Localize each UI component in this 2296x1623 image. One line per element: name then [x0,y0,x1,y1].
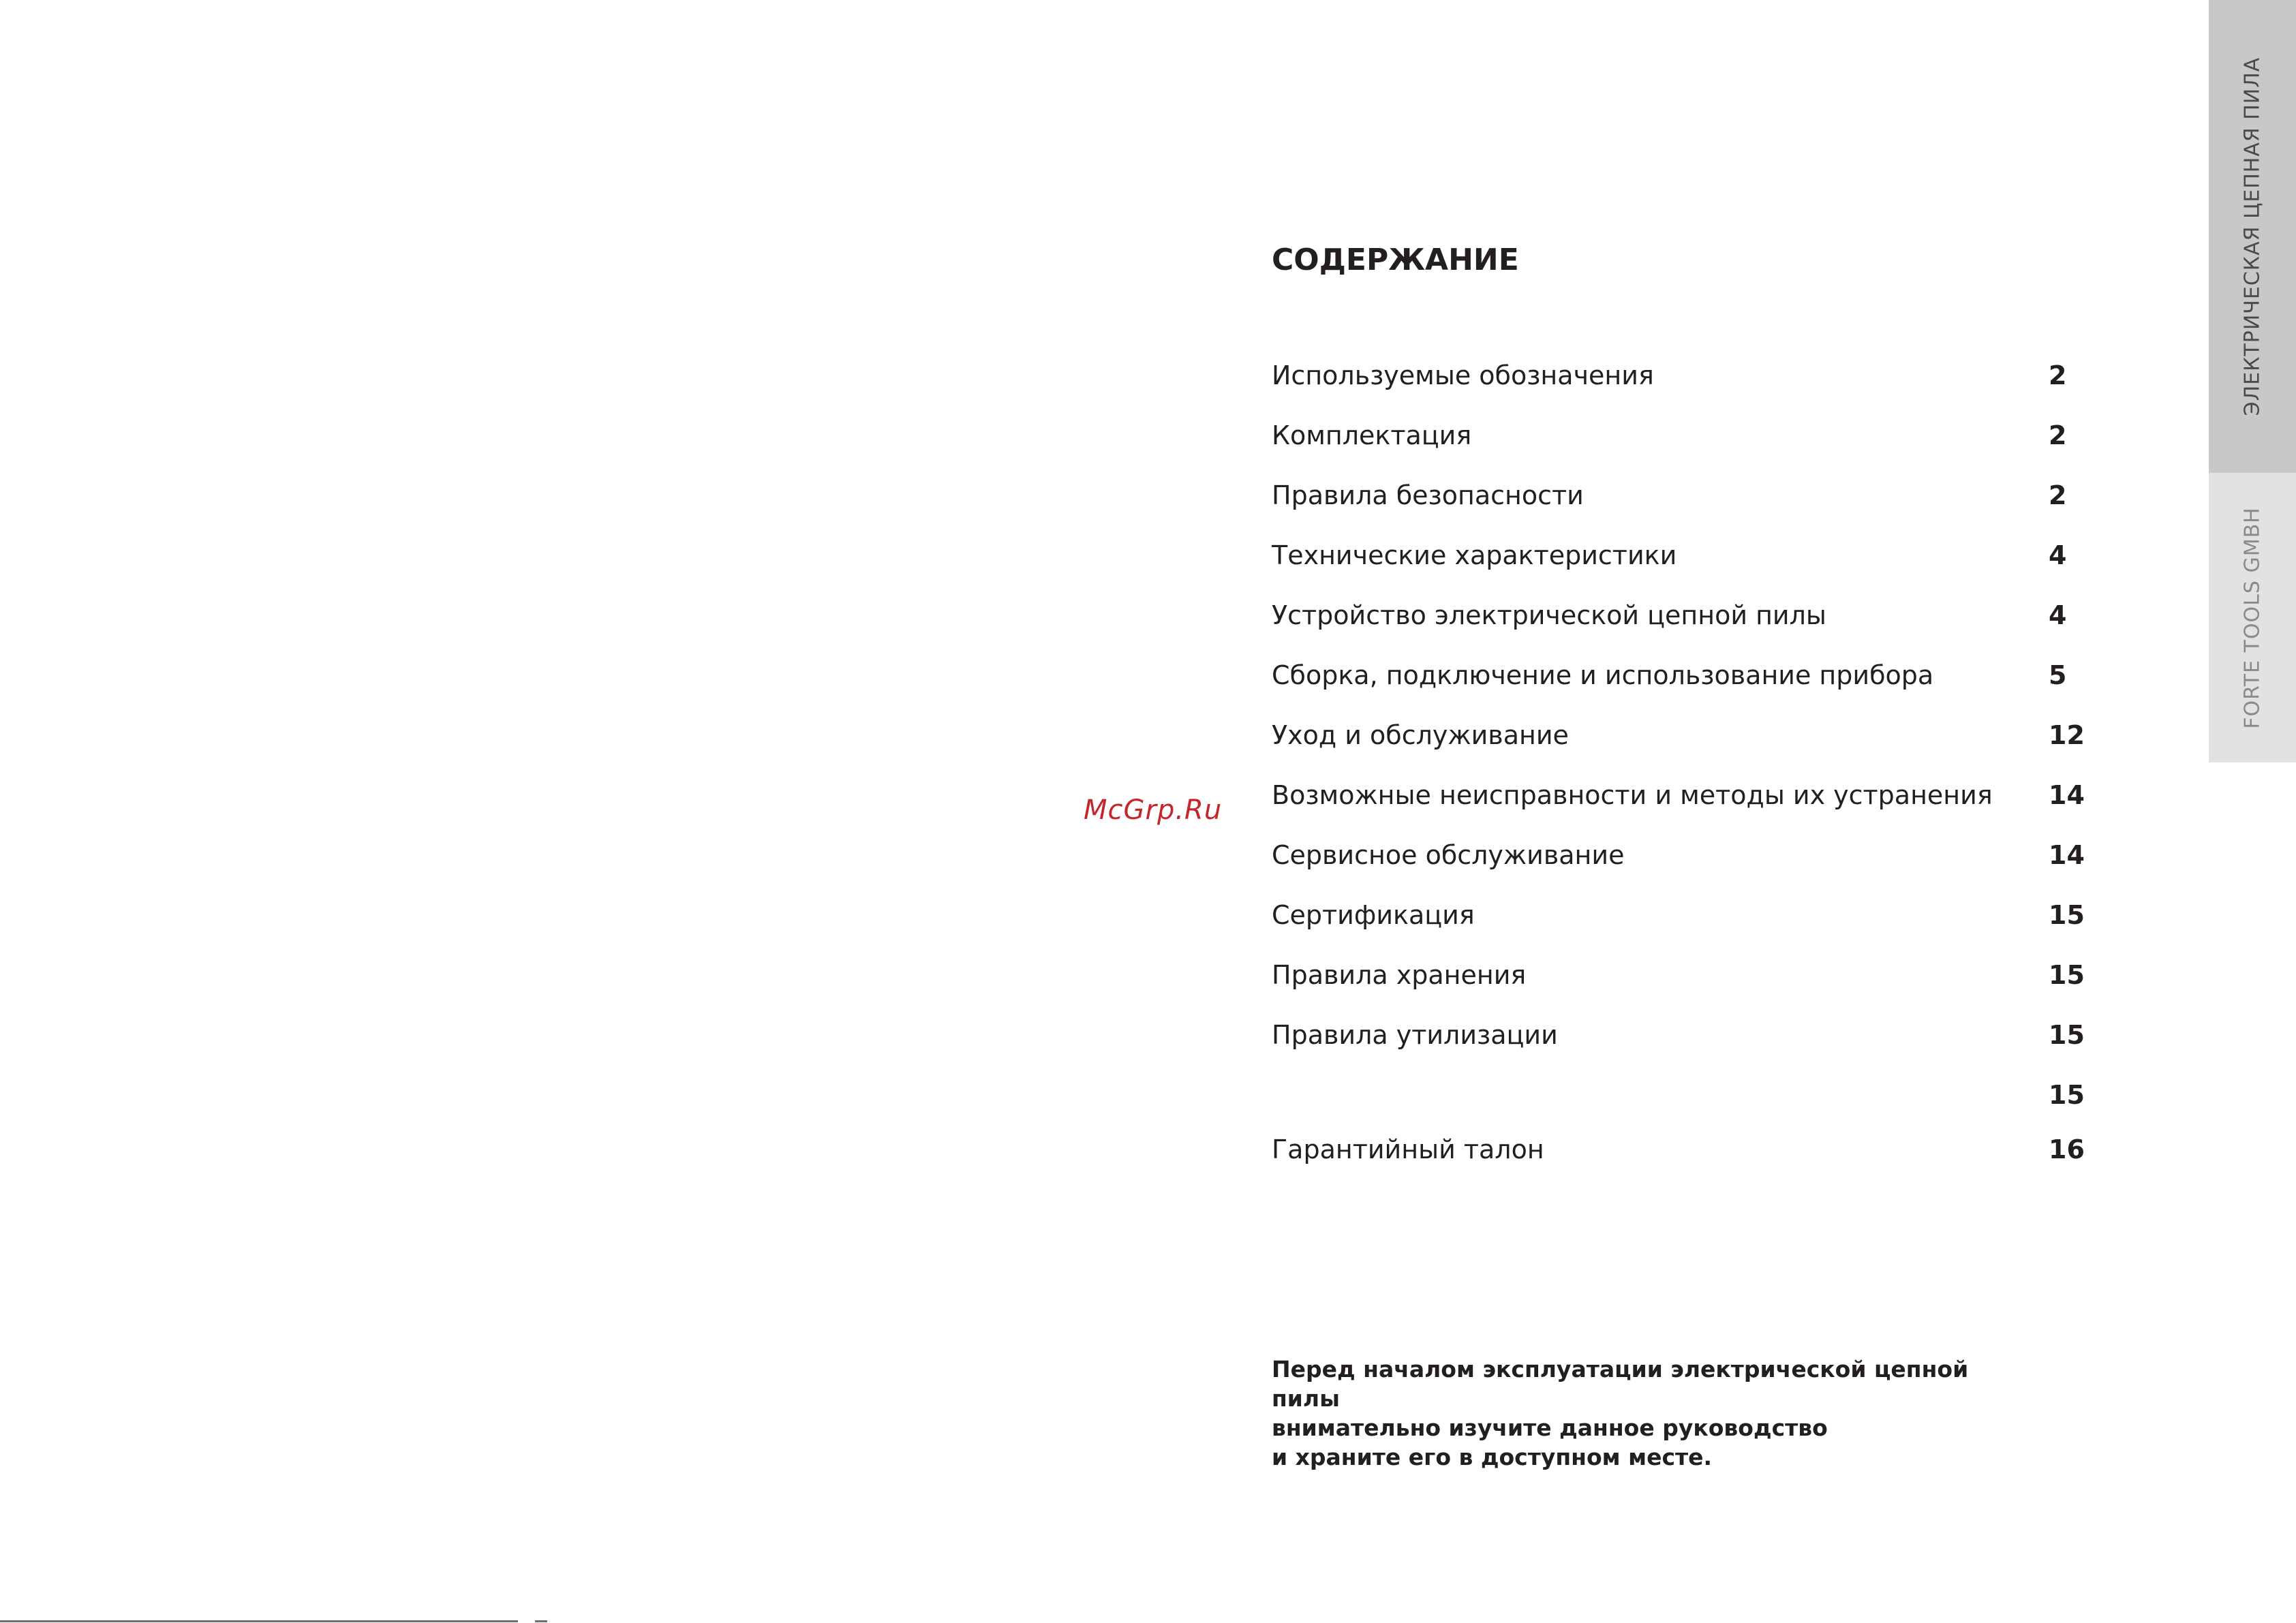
toc-item-label: Правила хранения [1272,960,1527,990]
side-tab-product [2209,0,2296,473]
side-tab-product-label: ЭЛЕКТРИЧЕСКАЯ ЦЕПНАЯ ПИЛА [2240,57,2265,416]
toc-item-label: Правила безопасности [1272,480,1584,510]
table-of-contents [1272,358,2083,1192]
toc-item[interactable] [1272,478,2083,538]
toc-item[interactable] [1272,1077,2083,1132]
usage-note [1272,1355,2021,1472]
bottom-divider [0,1620,518,1622]
toc-item-label: Сборка, подключение и использование прибора [1272,660,1934,690]
toc-item-page: 2 [2049,420,2067,450]
toc-item-label: Устройство электрической цепной пилы [1272,600,1826,630]
toc-item-label: Уход и обслуживание [1272,720,1569,750]
toc-item[interactable] [1272,658,2083,717]
toc-item[interactable] [1272,897,2083,957]
toc-item[interactable] [1272,418,2083,478]
toc-item-page: 16 [2049,1134,2085,1164]
side-tab-brand [2209,473,2296,762]
toc-item-page: 14 [2049,840,2085,870]
toc-item-page: 4 [2049,600,2067,630]
toc-item[interactable] [1272,1017,2083,1077]
toc-item-label: Гарантийный талон [1272,1134,1544,1164]
toc-item-page: 15 [2049,1020,2085,1050]
watermark: McGrp.Ru [1084,794,1223,826]
toc-item-page: 5 [2049,660,2067,690]
toc-item[interactable] [1272,598,2083,658]
toc-item-label: Используемые обозначения [1272,360,1654,390]
toc-item-page: 2 [2049,360,2067,390]
toc-item-page: 15 [2049,960,2085,990]
toc-item-page: 15 [2049,1080,2085,1110]
toc-item-label: Сервисное обслуживание [1272,840,1625,870]
toc-item[interactable] [1272,717,2083,777]
toc-item[interactable] [1272,538,2083,598]
bottom-divider-mark [535,1620,547,1622]
toc-item[interactable] [1272,957,2083,1017]
toc-item[interactable] [1272,837,2083,897]
toc-item-page: 14 [2049,780,2085,810]
toc-item[interactable] [1272,358,2083,418]
toc-item-page: 15 [2049,900,2085,930]
usage-note-line: внимательно изучите данное руководство [1272,1415,1828,1441]
page-title: СОДЕРЖАНИЕ [1272,243,1519,277]
usage-note-line: Перед началом эксплуатации электрической цепной пилы [1272,1356,1969,1412]
usage-note-line: и храните его в доступном месте. [1272,1444,1713,1470]
toc-item[interactable] [1272,1132,2083,1192]
toc-item-label: Возможные неисправности и методы их устранения [1272,780,1993,810]
toc-item-label: Правила утилизации [1272,1020,1558,1050]
toc-item-label: Комплектация [1272,420,1472,450]
side-tab-brand-label: FORTE TOOLS GMBH [2240,506,2265,729]
toc-item-label: Технические характеристики [1272,540,1677,570]
toc-item-page: 4 [2049,540,2067,570]
toc-item-page: 12 [2049,720,2085,750]
toc-item-page: 2 [2049,480,2067,510]
toc-item[interactable] [1272,777,2083,837]
toc-item-label: Сертификация [1272,900,1475,930]
